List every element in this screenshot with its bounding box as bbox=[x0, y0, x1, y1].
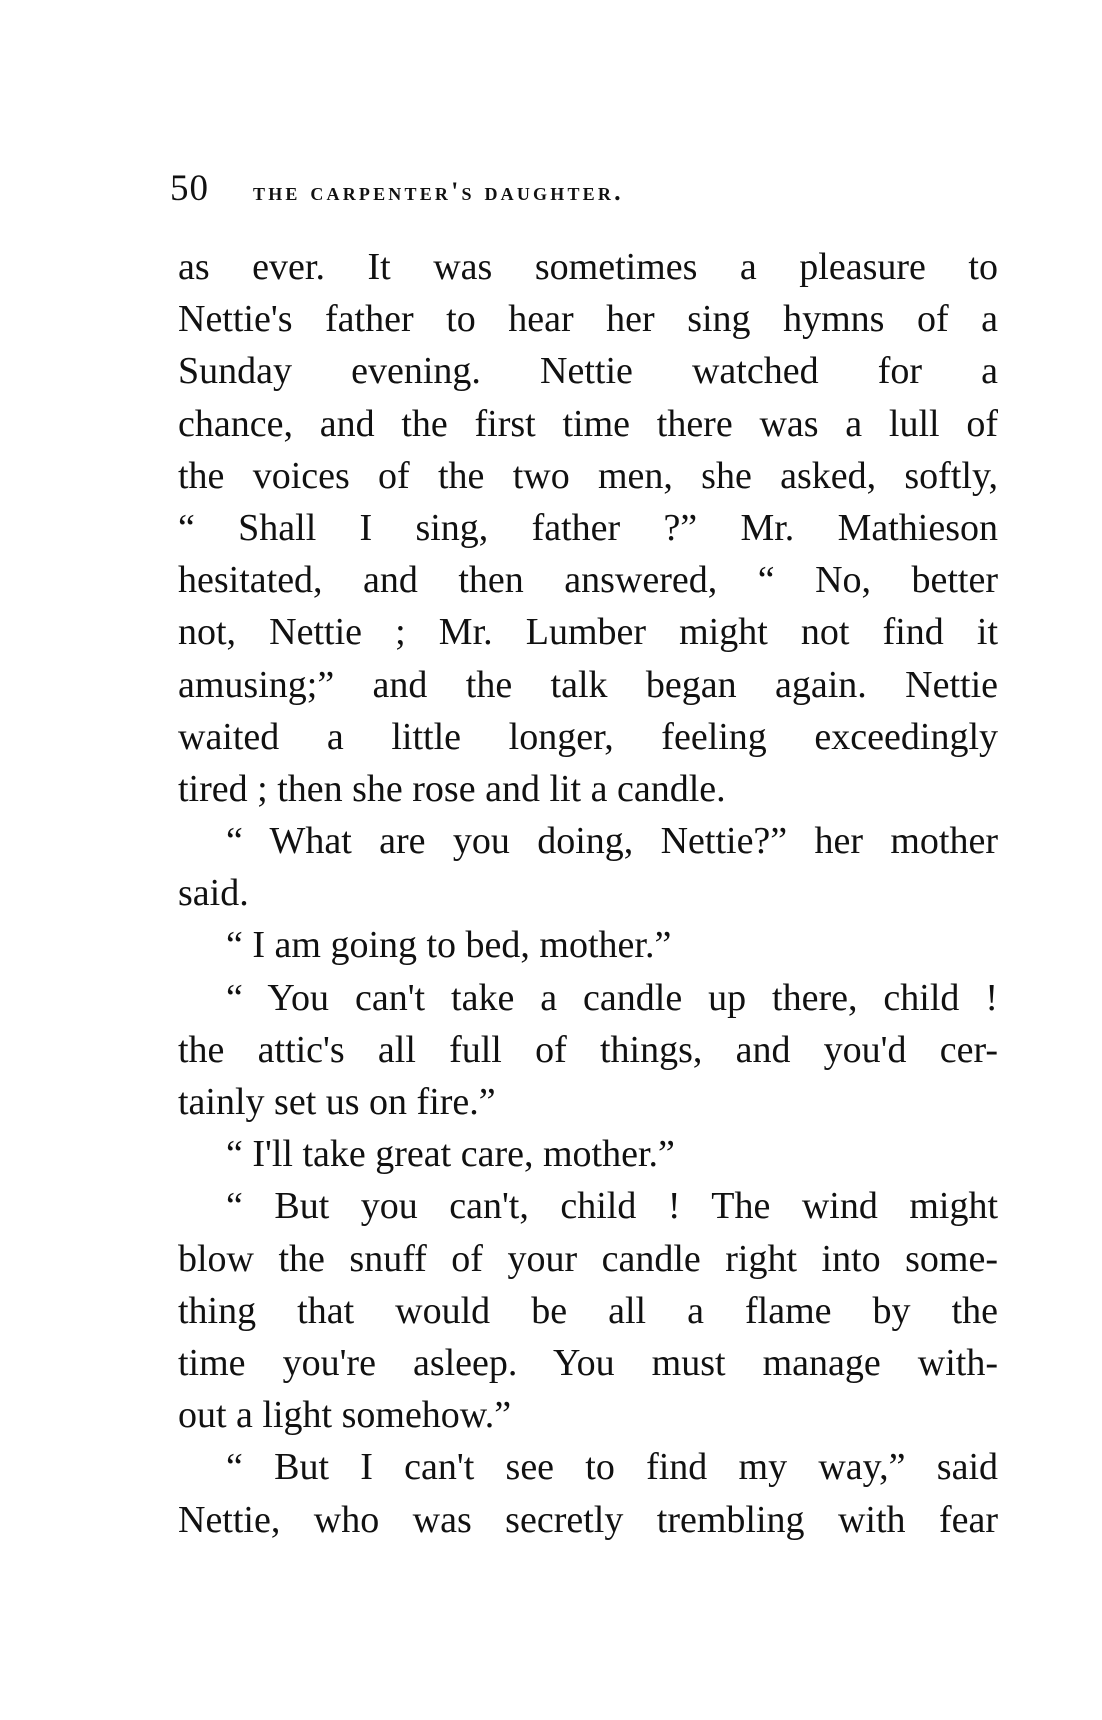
text-line: hesitated, and then answered, “ No, better bbox=[178, 559, 998, 602]
text-line: chance, and the first time there was a lull of bbox=[178, 402, 998, 445]
text-line: “ Shall I sing, father ?” Mr. Mathieson bbox=[178, 506, 998, 549]
text-line: Nettie, who was secretly trembling with fear bbox=[178, 1498, 998, 1541]
text-line: “ You can't take a candle up there, child ! bbox=[226, 976, 998, 1019]
text-line: not, Nettie ; Mr. Lumber might not find it bbox=[178, 611, 998, 654]
text-line: the voices of the two men, she asked, softly, bbox=[178, 454, 998, 497]
text-line: “ But you can't, child ! The wind might bbox=[226, 1185, 998, 1228]
running-title: the carpenter's daughter. bbox=[253, 177, 624, 206]
text-line: Nettie's father to hear her sing hymns of a bbox=[178, 298, 998, 341]
text-line: as ever. It was sometimes a pleasure to bbox=[178, 246, 998, 288]
running-head bbox=[170, 167, 930, 207]
text-line: Sunday evening. Nettie watched for a bbox=[178, 350, 998, 393]
page-number: 50 bbox=[170, 168, 209, 209]
text-line: out a light somehow.” bbox=[178, 1394, 512, 1437]
text-line: “ But I can't see to find my way,” said bbox=[226, 1446, 998, 1489]
text-line: amusing;” and the talk began again. Nettie bbox=[178, 663, 998, 706]
text-line: “ I am going to bed, mother.” bbox=[226, 924, 672, 967]
text-line: thing that would be all a flame by the bbox=[178, 1289, 998, 1332]
text-line: time you're asleep. You must manage with- bbox=[178, 1341, 998, 1384]
text-line: “ What are you doing, Nettie?” her mother bbox=[226, 820, 998, 863]
text-line: “ I'll take great care, mother.” bbox=[226, 1133, 675, 1176]
text-line: the attic's all full of things, and you'd cer- bbox=[178, 1028, 998, 1071]
body-text bbox=[178, 241, 998, 1546]
text-line: blow the snuff of your candle right into some- bbox=[178, 1237, 998, 1280]
text-line: tired ; then she rose and lit a candle. bbox=[178, 767, 726, 810]
text-line: tainly set us on fire.” bbox=[178, 1081, 496, 1123]
text-line: waited a little longer, feeling exceedingly bbox=[178, 715, 998, 758]
text-line: said. bbox=[178, 872, 249, 915]
